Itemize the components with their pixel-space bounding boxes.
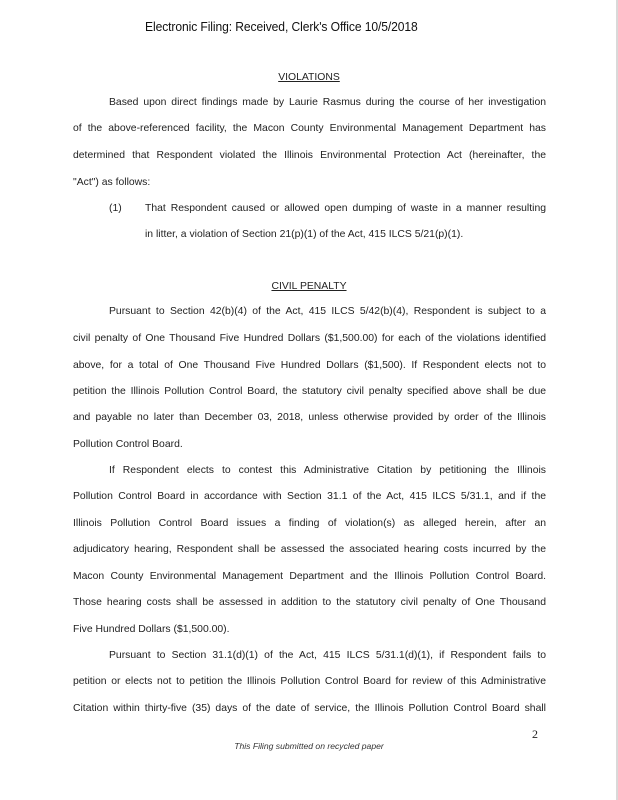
recycled-paper-footer: This Filing submitted on recycled paper xyxy=(234,741,384,751)
contest-line: Illinois Pollution Control Board issues a finding of violation(s) as alleged herein, after an xyxy=(73,518,546,529)
penalty-line: Pursuant to Section 42(b)(4) of the Act, 415 ILCS 5/42(b)(4), Respondent is subject to a xyxy=(109,306,546,317)
page-number: 2 xyxy=(532,727,538,741)
list-item-number: (1) xyxy=(109,203,122,214)
contest-line: Five Hundred Dollars ($1,500.00). xyxy=(73,624,230,635)
list-item-line: in litter, a violation of Section 21(p)(1) of the Act, 415 ILCS 5/21(p)(1). xyxy=(145,229,464,240)
service-line: Pursuant to Section 31.1(d)(1) of the Act, 415 ILCS 5/31.1(d)(1), if Respondent fails to xyxy=(109,650,546,661)
civil-penalty-heading: CIVIL PENALTY xyxy=(271,281,347,292)
contest-line: Macon County Environmental Management Department and the Illinois Pollution Control Board. xyxy=(73,571,546,582)
penalty-line: and payable no later than December 03, 2018, unless otherwise provided by order of the Illinois xyxy=(73,412,546,423)
contest-line: Pollution Control Board in accordance with Section 31.1 of the Act, 415 ILCS 5/31.1, and if the xyxy=(73,491,546,502)
filing-stamp: Electronic Filing: Received, Clerk's Office 10/5/2018 xyxy=(145,19,418,34)
violations-heading: VIOLATIONS xyxy=(278,72,340,83)
contest-line: If Respondent elects to contest this Administrative Citation by petitioning the Illinois xyxy=(109,465,546,476)
penalty-line: civil penalty of One Thousand Five Hundred Dollars ($1,500.00) for each of the violations identified xyxy=(73,333,546,344)
penalty-line: petition the Illinois Pollution Control Board, the statutory civil penalty specified above shall be due xyxy=(73,386,546,397)
penalty-line: Pollution Control Board. xyxy=(73,439,183,450)
violations-line: "Act") as follows: xyxy=(73,177,151,188)
violations-line: Based upon direct findings made by Laurie Rasmus during the course of her investigation xyxy=(109,97,546,108)
service-line: petition or elects not to petition the Illinois Pollution Control Board for review of this Administrative xyxy=(73,676,546,687)
violations-line: determined that Respondent violated the Illinois Environmental Protection Act (hereinafter, the xyxy=(73,150,546,161)
list-item-line: That Respondent caused or allowed open dumping of waste in a manner resulting xyxy=(145,203,546,214)
service-line: Citation within thirty-five (35) days of the date of service, the Illinois Pollution Control Board shall xyxy=(73,703,546,714)
violations-line: of the above-referenced facility, the Macon County Environmental Management Department has xyxy=(73,123,546,134)
contest-line: Those hearing costs shall be assessed in addition to the statutory civil penalty of One Thousand xyxy=(73,597,546,608)
penalty-line: above, for a total of One Thousand Five Hundred Dollars ($1,500). If Respondent elects not to xyxy=(73,360,546,371)
contest-line: adjudicatory hearing, Respondent shall be assessed the associated hearing costs incurred by the xyxy=(73,544,546,555)
